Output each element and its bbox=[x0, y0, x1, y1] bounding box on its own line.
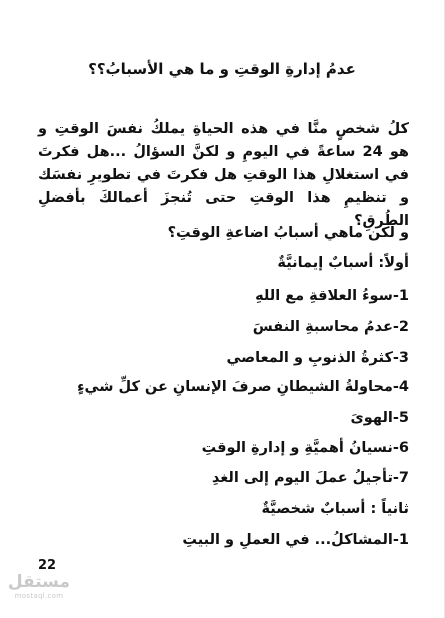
list-item: 6-نسيانُ أهميَّةِ و إدارةِ الوقتِ bbox=[201, 440, 409, 456]
list-item: 1-سوءُ العلاقةِ مع اللهِ bbox=[255, 288, 409, 304]
intro-paragraph: كلُ شخصٍ منَّا في هذه الحياةِ يملكُ نفسَ الوقتِ و هو 24 ساعةً في اليومِ و لكنَّ السؤالُ ...هل فكرتَ في استغلالِ هذا الوقتِ هل فكرتَ في تطويرِ نفسَك و تنظيمِ هذا الوقتِ حتى تُنجزَ أعمالكَ بأفضلِ الطُرقِ؟ bbox=[38, 121, 409, 229]
list-item: 1-المشاكلُ... في العملِ و البيتِ bbox=[182, 532, 409, 548]
list-item: 4-محاولةُ الشيطانِ صرفَ الإنسانِ عن كلِّ شيءٍ bbox=[77, 379, 409, 395]
mostaql-watermark-logo bbox=[8, 572, 70, 601]
watermark-brand-text: مستقل bbox=[7, 572, 70, 592]
section-heading-faith: أولاً: أسبابٌ إيمانيَّةٌ bbox=[277, 255, 409, 271]
question-line: و لكن ماهي أسبابُ اضاعةِ الوقتِ؟ bbox=[167, 225, 409, 241]
list-item: 7-تأجيلُ عملَ اليوم إلى الغدِ bbox=[211, 470, 409, 486]
list-item: 3-كثرةُ الذنوبِ و المعاصي bbox=[226, 350, 409, 366]
watermark-url-text: mostaql.com bbox=[14, 592, 64, 600]
section-heading-personal: ثانياً : أسبابٌ شخصيَّةٌ bbox=[261, 501, 409, 517]
list-item: 5-الهوىَ bbox=[350, 410, 409, 426]
page-number: 22 bbox=[38, 558, 57, 573]
list-item: 2-عدمُ محاسبةِ النفسَ bbox=[252, 319, 409, 335]
page-title: عدمُ إدارةِ الوقتِ و ما هي الأسبابُ؟؟ bbox=[88, 60, 356, 78]
